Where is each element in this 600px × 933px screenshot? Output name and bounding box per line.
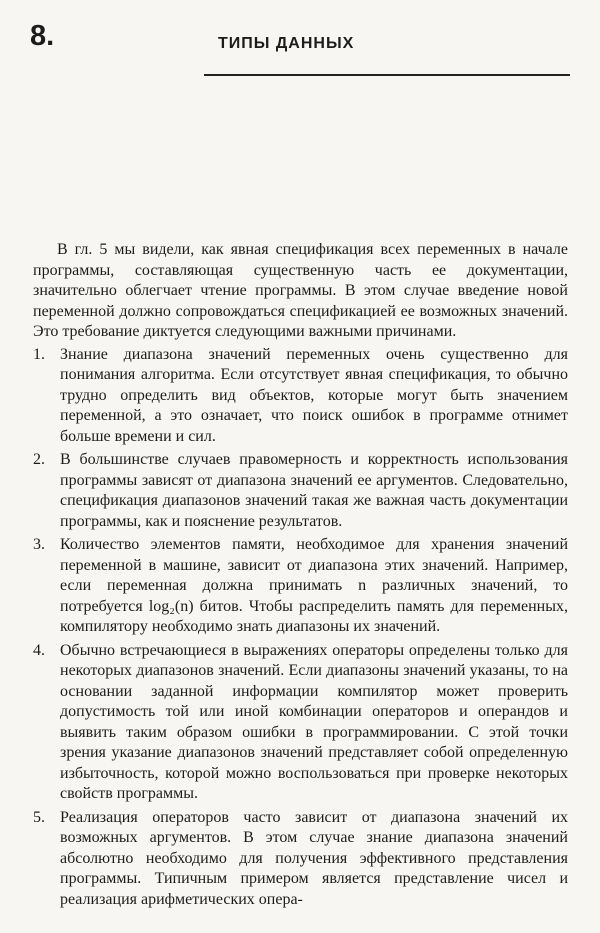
list-item (33, 535, 568, 638)
list-item-text: Обычно встречающиеся в выражениях операторы определены только для некоторых диапазонов значений. Если диапазоны значений указаны, то на основании заданной информации компилятор может проверить допустимость той или иной комбинации операторов и операндов и выявить таким образом ошибки в программировании. С этой точки зрения указание диапазонов значений представляет собой определенную избыточность, которой можно воспользоваться при проверке некоторых свойств программы. (60, 641, 568, 802)
list-item (33, 345, 568, 448)
list-item-number: 2. (33, 451, 45, 468)
list-item (33, 808, 568, 911)
title-rule (204, 74, 570, 76)
list-item-text: Реализация операторов часто зависит от диапазона значений их возможных аргументов. В этом случае знание диапазона значений абсолютно необходимо для получения эффективного представления программы. Типичным примером является представление чисел и реализация арифметических опера- (60, 808, 568, 908)
list-item-number: 3. (33, 536, 45, 553)
list-item-number: 1. (33, 345, 45, 363)
list-item-number: 4. (33, 641, 45, 659)
list-item (33, 450, 568, 532)
intro-paragraph: В гл. 5 мы видели, как явная спецификация всех переменных в начале программы, составляющая существенную часть ее документации, значительно облегчает чтение программы. В этом случае введение новой переменной должно сопровождаться спецификацией ее возможных значений. Это требование диктуется следующими важными причинами. (33, 241, 568, 340)
list-item-text: Количество элементов памяти, необходимое для хранения значений переменной в машине, зависит от диапазона этих значений. Например, если переменная должна принимать n различных значений, то потребуется log₂(n) битов. Чтобы распределить память для переменных, компилятору необходимо знать диапазоны их значений. (60, 536, 568, 635)
list-item-number: 5. (33, 808, 45, 826)
list-item-text: В большинстве случаев правомерность и корректность использования программы зависят от диапазона значений ее аргументов. Следовательно, спецификация диапазонов значений такая же важная часть документации программы, как и пояснение результатов. (60, 451, 568, 530)
chapter-title: ТИПЫ ДАННЫХ (218, 35, 355, 52)
reasons-list (33, 345, 568, 911)
chapter-number: 8. (30, 20, 55, 52)
list-item (33, 641, 568, 805)
body-text (33, 240, 568, 913)
list-item-text: Знание диапазона значений переменных очень существенно для понимания алгоритма. Если отсутствует явная спецификация, то обычно трудно определить вид объектов, которые могут быть значением переменной, а это означает, что поиск ошибок в программе отнимет больше времени и сил. (60, 345, 568, 445)
